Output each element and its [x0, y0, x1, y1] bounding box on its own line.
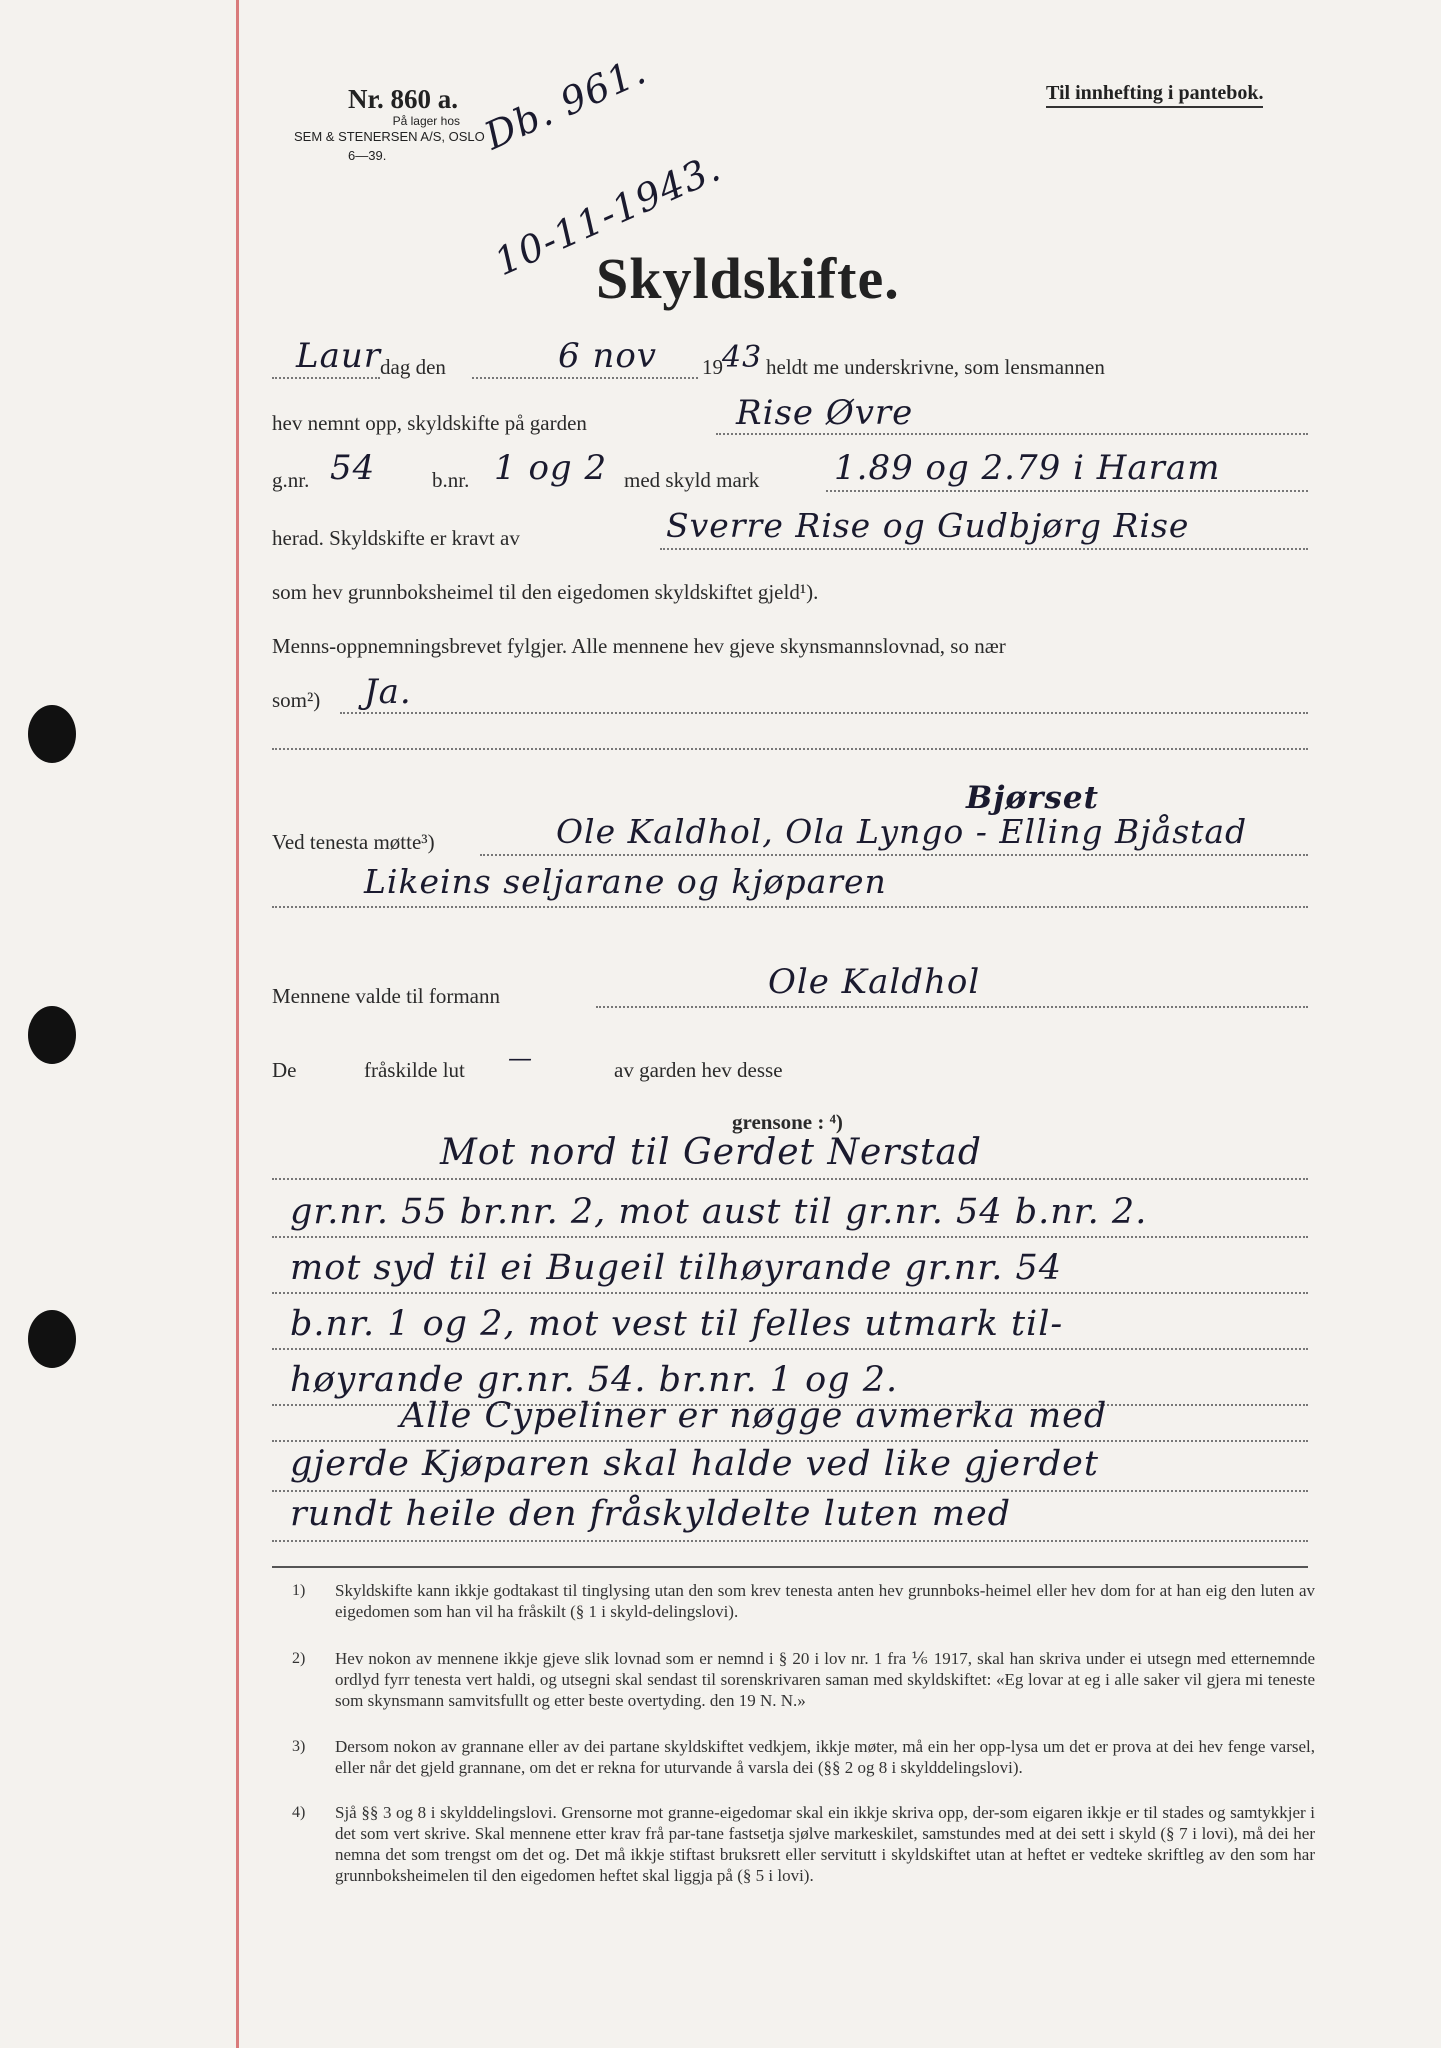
requester-names: Sverre Rise og Gudbjørg Rise	[666, 506, 1190, 545]
attendees-line-2	[272, 906, 1308, 908]
farm-line	[716, 433, 1308, 435]
av-garden-label: av garden hev desse	[614, 1058, 783, 1082]
weekday-line	[272, 377, 380, 379]
attendees-names: Ole Kaldhol, Ola Lyngo - Elling Bjåstad	[556, 812, 1248, 851]
dag-den-label: dag den	[380, 355, 446, 379]
footnote-divider	[272, 1566, 1308, 1568]
rule-2	[272, 1236, 1308, 1238]
footnote-3-text: Dersom nokon av grannane eller av dei partane skyldskiftet vedkjem, ikkje møter, må ein her opp-lysa um det er prova at dei hev fenge varsel, eller når det gjeld grannane, om det er rekna for uturvande å varsla dei (§§ 2 og 8 i skylddelingslovi).	[335, 1737, 1315, 1777]
footnote-3-number: 3)	[292, 1738, 306, 1755]
rule-1	[272, 1178, 1308, 1180]
line4-text: herad. Skyldskifte er kravt av	[272, 526, 520, 550]
boundary-line-6: Alle Cypeliner er nøgge avmerka med	[400, 1396, 1108, 1436]
insert-note: Til innhefting i pantebok.	[1046, 82, 1263, 108]
rule-6	[272, 1440, 1308, 1442]
punch-hole-middle	[28, 1006, 76, 1064]
bnr-label: b.nr.	[432, 468, 470, 492]
line1-text: heldt me underskrivne, som lensmannen	[766, 355, 1105, 379]
rule-7	[272, 1490, 1308, 1492]
gnr-label: g.nr.	[272, 468, 310, 492]
attendees-line	[480, 854, 1308, 856]
publisher-note: På lager hos	[392, 114, 460, 128]
bnr-value: 1 og 2	[494, 448, 608, 488]
footnote-2-number: 2)	[292, 1650, 306, 1667]
form-number: Nr. 860 a.	[348, 84, 459, 114]
oath-line	[340, 712, 1308, 714]
rule-3	[272, 1292, 1308, 1294]
footnote-1-text: Skyldskifte kann ikkje godtakast til tinglysing utan den som krev tenesta anten hev grunnboks-heimel eller hev dom for at han eig den luten av eigedomen som han vil ha fråskilt (§ 1 i skyld-delingslovi).	[335, 1581, 1315, 1621]
line6-text: Menns-oppnemningsbrevet fylgjer. Alle mennene hev gjeve skynsmannslovnad, so nær	[272, 634, 1006, 658]
punch-hole-top	[28, 705, 76, 763]
publisher: SEM & STENERSEN A/S, OSLO	[294, 129, 485, 144]
chairman-line	[596, 1006, 1308, 1008]
boundary-line-8: rundt heile den fråskyldelte luten med	[290, 1494, 1012, 1534]
fraskilde-label: fråskilde lut	[364, 1058, 465, 1082]
boundary-line-4: b.nr. 1 og 2, mot vest til felles utmark til-	[290, 1304, 1064, 1344]
footnote-1-number: 1)	[292, 1582, 306, 1599]
footnote-4-text: Sjå §§ 3 og 8 i skylddelingslovi. Grensorne mot granne-eigedomar skal ein ikkje skriva opp, der-som eigaren ikkje er til stades og samtykkjer i det som vert skrive. Skal mennene etter krav frå par-tane fastsetja sjølve markeskilet, samstundes med at dei sett i skyld (§ 7 i lovi), må dei her nemna det som trengst om det og. Det må ikkje stiftast bruksrett eller servitutt i skyldskiftet utan at heftet er vedteke skriftleg av den som har grunnboksheimelen til den eigedomen heftet skal liggja på (§ 5 i lovi).	[335, 1803, 1315, 1885]
chairman-name: Ole Kaldhol	[768, 962, 981, 1002]
requester-line	[660, 548, 1308, 550]
boundaries-label: grensone : ⁴)	[732, 1110, 843, 1134]
name-correction: Bjørset	[966, 780, 1099, 816]
gnr-value: 54	[330, 448, 376, 488]
som-label: som²)	[272, 688, 321, 712]
skyld-value: 1.89 og 2.79 i Haram	[834, 448, 1221, 488]
boundary-line-7: gjerde Kjøparen skal halde ved like gjerdet	[290, 1444, 1099, 1484]
skyld-label: med skyld mark	[624, 468, 760, 492]
rule-8	[272, 1540, 1308, 1542]
footnote-4-number: 4)	[292, 1804, 306, 1821]
year-prefix: 19	[702, 355, 723, 379]
boundary-line-5: høyrande gr.nr. 54. br.nr. 1 og 2.	[290, 1360, 899, 1400]
date-line	[472, 377, 698, 379]
de-label: De	[272, 1058, 297, 1082]
footnote-2-text: Hev nokon av mennene ikkje gjeve slik lovnad som er nemnd i § 20 i lov nr. 1 fra ⅙ 1917, skal han skriva under ei utsegn med etternemnde ordlyd fyrr tenesta vert haldi, og utsegni skal sendast til sorenskrivaren saman med skyldskiftet: «Eg lovar at eg i alle saker vil gjera mi teneste som skynsmann samvitsfullt og etter beste overtyding. den 19 N. N.»	[335, 1649, 1315, 1710]
registration-number: Db. 961.	[478, 48, 653, 159]
page-title: Skyldskifte.	[596, 246, 900, 311]
punch-hole-bottom	[28, 1310, 76, 1368]
farm-name: Rise Øvre	[736, 393, 914, 433]
margin-rule	[236, 0, 239, 2048]
edition: 6—39.	[348, 148, 387, 163]
attendees-extra: Likeins seljarane og kjøparen	[364, 862, 887, 901]
boundary-line-2: gr.nr. 55 br.nr. 2, mot aust til gr.nr. 54 b.nr. 2.	[290, 1192, 1148, 1232]
boundary-line-3: mot syd til ei Bugeil tilhøyrande gr.nr. 54	[290, 1248, 1063, 1288]
oath-answer: Ja.	[364, 672, 412, 712]
skyld-line	[826, 490, 1308, 492]
weekday-value: Laur	[296, 336, 381, 376]
chairman-label: Mennene valde til formann	[272, 984, 501, 1008]
blank-line	[272, 748, 1308, 750]
rule-4	[272, 1348, 1308, 1350]
line5-text: som hev grunnboksheimel til den eigedomen skyldskiftet gjeld¹).	[272, 580, 819, 604]
line2-text: hev nemnt opp, skyldskifte på garden	[272, 411, 587, 435]
date-value: 6 nov	[558, 336, 658, 376]
boundary-line-1: Mot nord til Gerdet Nerstad	[440, 1132, 982, 1173]
lut-value: —	[508, 1044, 533, 1072]
year-value: 43	[722, 340, 763, 375]
registration-date: 10-11-1943.	[488, 145, 728, 285]
attendees-label: Ved tenesta møtte³)	[272, 830, 435, 854]
